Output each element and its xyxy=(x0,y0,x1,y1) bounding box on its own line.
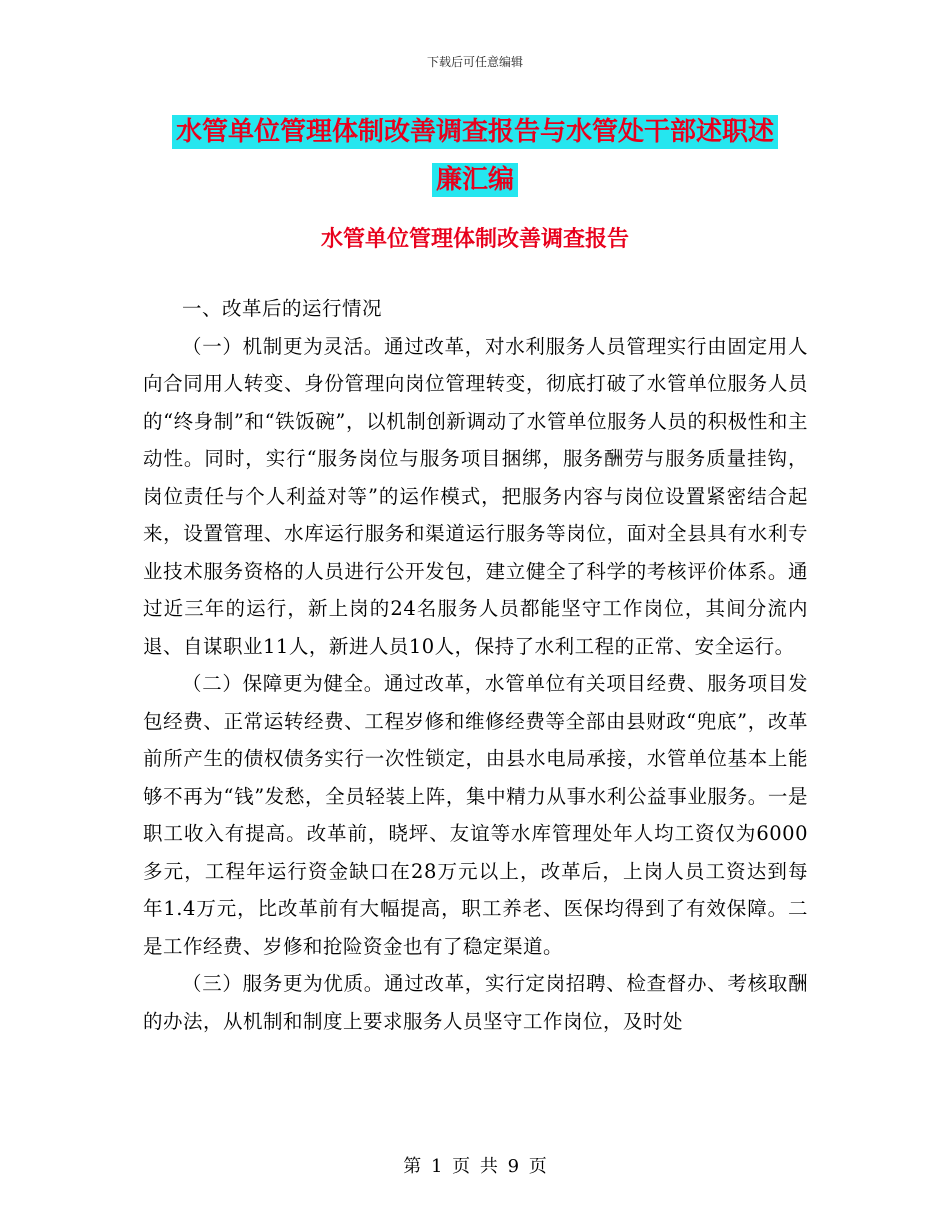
document-title-line-1: 水管单位管理体制改善调查报告与水管处干部述职述 xyxy=(172,115,778,149)
paragraph: （一）机制更为灵活。通过改革，对水利服务人员管理实行由固定用人向合同用人转变、身份管理向岗位管理转变，彻底打破了水管单位服务人员的“终身制”和“铁饭碗”，以机制创新调动了水管单位服务人员的积极性和主动性。同时，实行“服务岗位与服务项目捆绑，服务酬劳与服务质量挂钩，岗位责任与个人利益对等”的运作模式，把服务内容与岗位设置紧密结合起来，设置管理、水库运行服务和渠道运行服务等岗位，面对全县具有水利专业技术服务资格的人员进行公开发包，建立健全了科学的考核评价体系。通过近三年的运行，新上岗的24名服务人员都能坚守工作岗位，其间分流内退、自谋职业11人，新进人员10人，保持了水利工程的正常、安全运行。 xyxy=(143,334,808,658)
document-title xyxy=(140,108,810,204)
paragraph: （二）保障更为健全。通过改革，水管单位有关项目经费、服务项目发包经费、正常运转经费、工程岁修和维修经费等全部由县财政“兜底”，改革前所产生的债权债务实行一次性锁定，由县水电局承接，水管单位基本上能够不再为“钱”发愁，全员轻装上阵，集中精力从事水利公益事业服务。一是职工收入有提高。改革前，晓坪、友谊等水库管理处年人均工资仅为6000多元，工程年运行资金缺口在28万元以上，改革后，上岗人员工资达到每年1.4万元，比改革前有大幅提高，职工养老、医保均得到了有效保障。二是工作经费、岁修和抢险资金也有了稳定渠道。 xyxy=(143,672,808,958)
body-text xyxy=(143,290,808,1040)
paragraph: （三）服务更为优质。通过改革，实行定岗招聘、检查督办、考核取酬的办法，从机制和制度上要求服务人员坚守工作岗位，及时处 xyxy=(143,972,808,1033)
page-footer: 第 1 页 共 9 页 xyxy=(403,1156,547,1177)
document-title-line-2: 廉汇编 xyxy=(432,163,518,197)
paragraph-heading: 一、改革后的运行情况 xyxy=(182,297,383,320)
page-header: 下载后可任意编辑 xyxy=(426,55,523,69)
section-title: 水管单位管理体制改善调查报告 xyxy=(320,226,629,252)
